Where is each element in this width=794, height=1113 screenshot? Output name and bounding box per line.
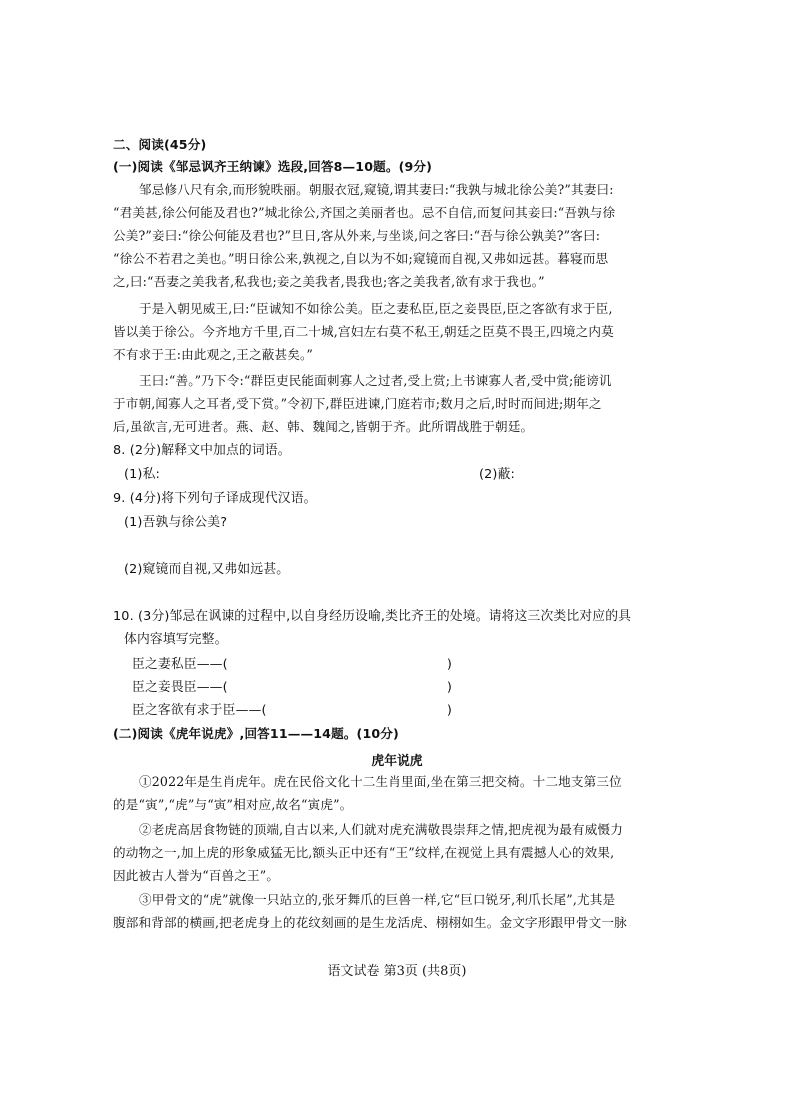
passage-line: 于是入朝见威王,曰:“臣诚知不如徐公美。臣之妻私臣,臣之妾畏臣,臣之客欲有求于臣, — [139, 301, 613, 316]
article-line: 的是“寅”,“虎”与“寅”相对应,故名“寅虎”。 — [113, 797, 353, 812]
article-line: ②老虎高居食物链的顶端,自古以来,人们就对虎充满敬畏崇拜之情,把虎视为最有威慑力 — [139, 822, 623, 837]
article-line: 因此被古人誉为“百兽之王”。 — [113, 868, 280, 883]
q8-label-1: (1)私: — [124, 467, 160, 482]
question-9-sentence-2: (2)窥镜而自视,又弗如远甚。 — [124, 562, 290, 577]
passage-line: “徐公不若君之美也。”明日徐公来,孰视之,自以为不如;窥镜而自视,又弗如远甚。暮寝而思 — [113, 251, 609, 266]
passage-line: 后,虽欲言,无可进者。燕、赵、韩、魏闻之,皆朝于齐。此所谓战胜于朝廷。 — [113, 419, 534, 434]
article-line: 的动物之一,加上虎的形象威猛无比,额头正中还有“王”纹样,在视觉上具有震撼人心的效果, — [113, 845, 615, 860]
question-8-answer-1 — [124, 466, 684, 483]
q8-label-2: (2)蔽: — [479, 467, 515, 482]
part1-heading: (一)阅读《邹忌讽齐王纳谏》选段,回答8—10题。(9分) — [113, 159, 433, 174]
analogy-label: 臣之客欲有求于臣——( — [132, 703, 267, 718]
analogy-row-2 — [132, 679, 452, 696]
page-footer: 语文试卷 第3页 (共8页) — [327, 964, 467, 979]
article-line: ③甲骨文的“虎”就像一只站立的,张牙舞爪的巨兽一样,它“巨口锐牙,利爪长尾”,尤其是 — [139, 892, 616, 907]
analogy-row-3 — [132, 702, 452, 719]
question-8-stem: 8. (2分)解释文中加点的词语。 — [113, 443, 291, 458]
close-paren: ) — [446, 680, 452, 695]
question-10-stem-cont: 体内容填写完整。 — [124, 632, 228, 647]
part2-heading: (二)阅读《虎年说虎》,回答11——14题。(10分) — [113, 726, 399, 741]
article-line: 腹部和背部的横画,把老虎身上的花纹刻画的是生龙活虎、栩栩如生。金文字形跟甲骨文一脉 — [113, 915, 627, 930]
passage-line: 王曰:“善。”乃下令:“群臣吏民能面刺寡人之过者,受上赏;上书谏寡人者,受中赏;能谤讥 — [139, 373, 612, 388]
passage-line: 公美?”妾曰:“徐公何能及君也?”旦日,客从外来,与坐谈,问之客曰:“吾与徐公孰美?”客曰: — [113, 228, 601, 243]
passage-line: 于市朝,闻寡人之耳者,受下赏。”令初下,群臣进谏,门庭若市;数月之后,时时而间进;期年之 — [113, 396, 602, 411]
question-9-sentence-1: (1)吾孰与徐公美? — [124, 515, 228, 530]
analogy-label: 臣之妻私臣——( — [132, 657, 228, 672]
question-10-stem: 10. (3分)邹忌在讽谏的过程中,以自身经历设喻,类比齐王的处境。请将这三次类比对应的具 — [113, 609, 632, 624]
passage-line: “君美甚,徐公何能及君也?”城北徐公,齐国之美丽者也。忌不自信,而复问其妾曰:“吾孰与徐 — [113, 205, 616, 220]
passage-line: 邹忌修八尺有余,而形貌昳丽。朝服衣冠,窥镜,谓其妻曰:“我孰与城北徐公美?”其妻曰: — [139, 182, 614, 197]
question-9-stem: 9. (4分)将下列句子译成现代汉语。 — [113, 491, 317, 506]
close-paren: ) — [446, 657, 452, 672]
close-paren: ) — [446, 703, 452, 718]
article-line: ①2022年是生肖虎年。虎在民俗文化十二生肖里面,坐在第三把交椅。十二地支第三位 — [139, 774, 622, 789]
passage-line: 之,曰:“吾妻之美我者,私我也;妾之美我者,畏我也;客之美我者,欲有求于我也。” — [113, 274, 545, 289]
passage-line: 不有求于王:由此观之,王之蔽甚矣。” — [113, 347, 313, 362]
passage-line: 皆以美于徐公。今齐地方千里,百二十城,宫妇左右莫不私王,朝廷之臣莫不畏王,四境之内莫 — [113, 324, 614, 339]
analogy-row-1 — [132, 656, 452, 673]
section-title: 二、阅读(45分) — [113, 137, 207, 152]
article-title: 虎年说虎 — [371, 754, 423, 769]
analogy-label: 臣之妾畏臣——( — [132, 680, 228, 695]
